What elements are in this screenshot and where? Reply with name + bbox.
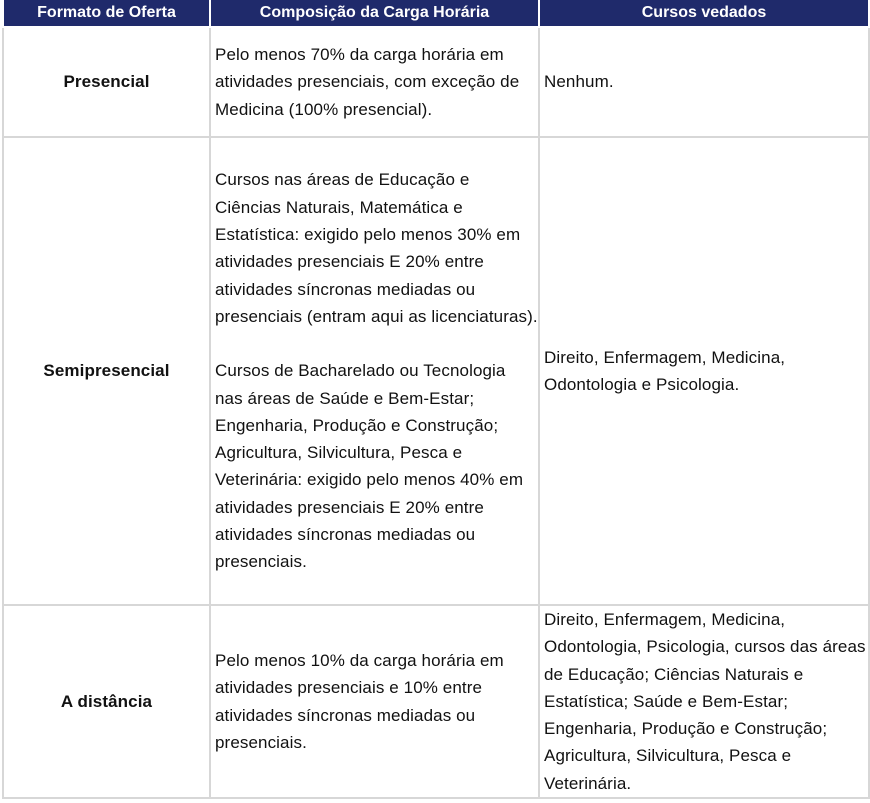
composition-text: Cursos nas áreas de Educação e Ciências Naturais, Matemática e Estatística: exigido pelo menos 30% em atividades presenciais E 20% entre atividades síncronas mediadas ou presenciais (entram aqui as licenciaturas). <box>215 170 538 326</box>
format-cell-a-distancia: A distância <box>3 605 210 798</box>
composition-text: Pelo menos 70% da carga horária em atividades presenciais, com exceção de Medicina (100% presencial). <box>215 45 520 119</box>
header-format: Formato de Oferta <box>3 0 210 27</box>
format-cell-semipresencial: Semipresencial <box>3 137 210 605</box>
composition-cell <box>210 605 539 798</box>
table-row <box>3 137 869 605</box>
table-header <box>3 0 869 27</box>
format-cell-presencial: Presencial <box>3 27 210 137</box>
offer-format-table <box>2 0 870 799</box>
restricted-courses-cell: Nenhum. <box>539 27 869 137</box>
table-row <box>3 27 869 137</box>
header-composition: Composição da Carga Horária <box>210 0 539 27</box>
composition-cell <box>210 137 539 605</box>
header-restricted-courses: Cursos vedados <box>539 0 869 27</box>
composition-cell <box>210 27 539 137</box>
composition-text: Pelo menos 10% da carga horária em atividades presenciais e 10% entre atividades síncronas mediadas ou presenciais. <box>215 650 504 752</box>
restricted-courses-cell: Direito, Enfermagem, Medicina, Odontologia, Psicologia, cursos das áreas de Educação; Ciências Naturais e Estatística; Saúde e Bem-Estar; Engenharia, Produção e Construção; Agricultura, Silvicultura, Pesca e Veterinária. <box>539 605 869 798</box>
table-row <box>3 605 869 798</box>
restricted-courses-cell: Direito, Enfermagem, Medicina, Odontologia e Psicologia. <box>539 137 869 605</box>
composition-text: Cursos de Bacharelado ou Tecnologia nas áreas de Saúde e Bem-Estar; Engenharia, Produção e Construção; Agricultura, Silvicultura, Pesca e Veterinária: exigido pelo menos 40% em atividades presenciais E 20% entre atividades síncronas mediadas ou presenciais. <box>215 361 524 572</box>
table-body <box>3 27 869 798</box>
header-row <box>3 0 869 27</box>
